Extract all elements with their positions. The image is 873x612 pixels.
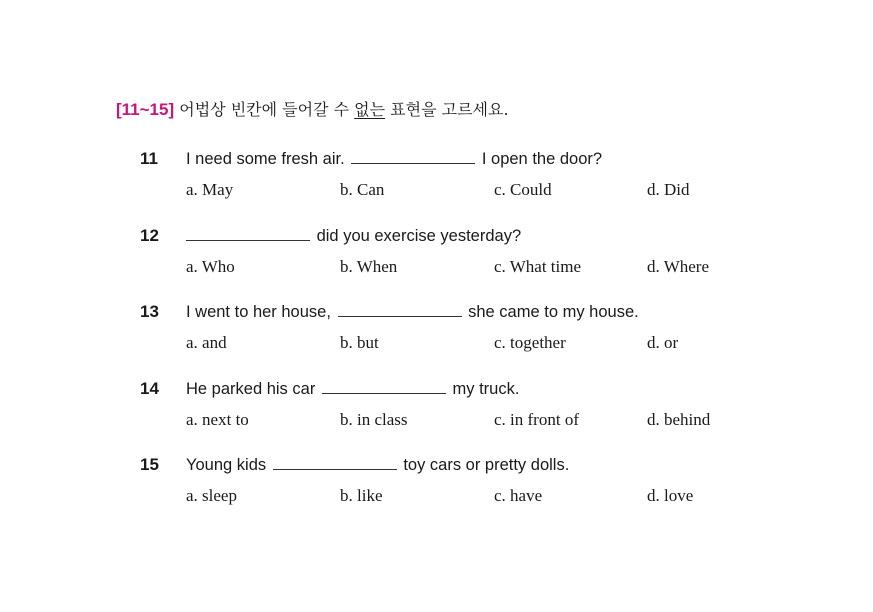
instruction-text: 어법상 빈칸에 들어갈 수 [179,100,350,119]
option-a[interactable]: a. May [186,180,234,199]
stem-before: I need some fresh air. [186,150,345,168]
stem-before: He parked his car [186,380,316,398]
question-number: 15 [140,455,159,474]
question-number: 13 [140,302,159,321]
stem-after: my truck. [452,380,520,398]
option-d[interactable]: d. love [647,486,694,505]
answer-blank [338,302,462,317]
stem-after: toy cars or pretty dolls. [403,456,570,474]
option-d[interactable]: d. behind [647,410,711,429]
question-range: [11~15] [116,100,175,119]
question-number: 14 [140,379,159,398]
option-d[interactable]: d. or [647,333,679,352]
question-stem [186,301,639,323]
question-stem [186,378,519,400]
option-b[interactable]: b. in class [340,410,408,429]
stem-before: I went to her house, [186,303,331,321]
answer-blank [351,149,475,164]
option-c[interactable]: c. have [494,486,543,505]
option-b[interactable]: b. like [340,486,383,505]
option-c[interactable]: c. Could [494,180,552,199]
stem-after: I open the door? [481,150,603,168]
option-a[interactable]: a. sleep [186,486,237,505]
option-b[interactable]: b. Can [340,180,385,199]
option-b[interactable]: b. When [340,257,398,276]
question-stem [186,225,521,247]
stem-after: she came to my house. [468,303,639,321]
question-stem [186,454,569,476]
answer-blank [273,455,397,470]
option-a[interactable]: a. and [186,333,227,352]
option-c[interactable]: c. What time [494,257,582,276]
question-number: 12 [140,226,159,245]
option-d[interactable]: d. Where [647,257,709,276]
option-a[interactable]: a. Who [186,257,235,276]
question-number: 11 [140,149,158,168]
instruction-emphasis: 없는 [354,100,386,119]
question-stem [186,148,602,170]
option-d[interactable]: d. Did [647,180,690,199]
option-c[interactable]: c. in front of [494,410,579,429]
option-b[interactable]: b. but [340,333,379,352]
answer-blank [186,226,310,241]
option-a[interactable]: a. next to [186,410,249,429]
answer-blank [322,379,446,394]
instruction [116,99,509,121]
instruction-text-end: 표현을 고르세요. [390,100,509,119]
stem-after: did you exercise yesterday? [316,227,522,245]
option-c[interactable]: c. together [494,333,566,352]
stem-before: Young kids [186,456,267,474]
